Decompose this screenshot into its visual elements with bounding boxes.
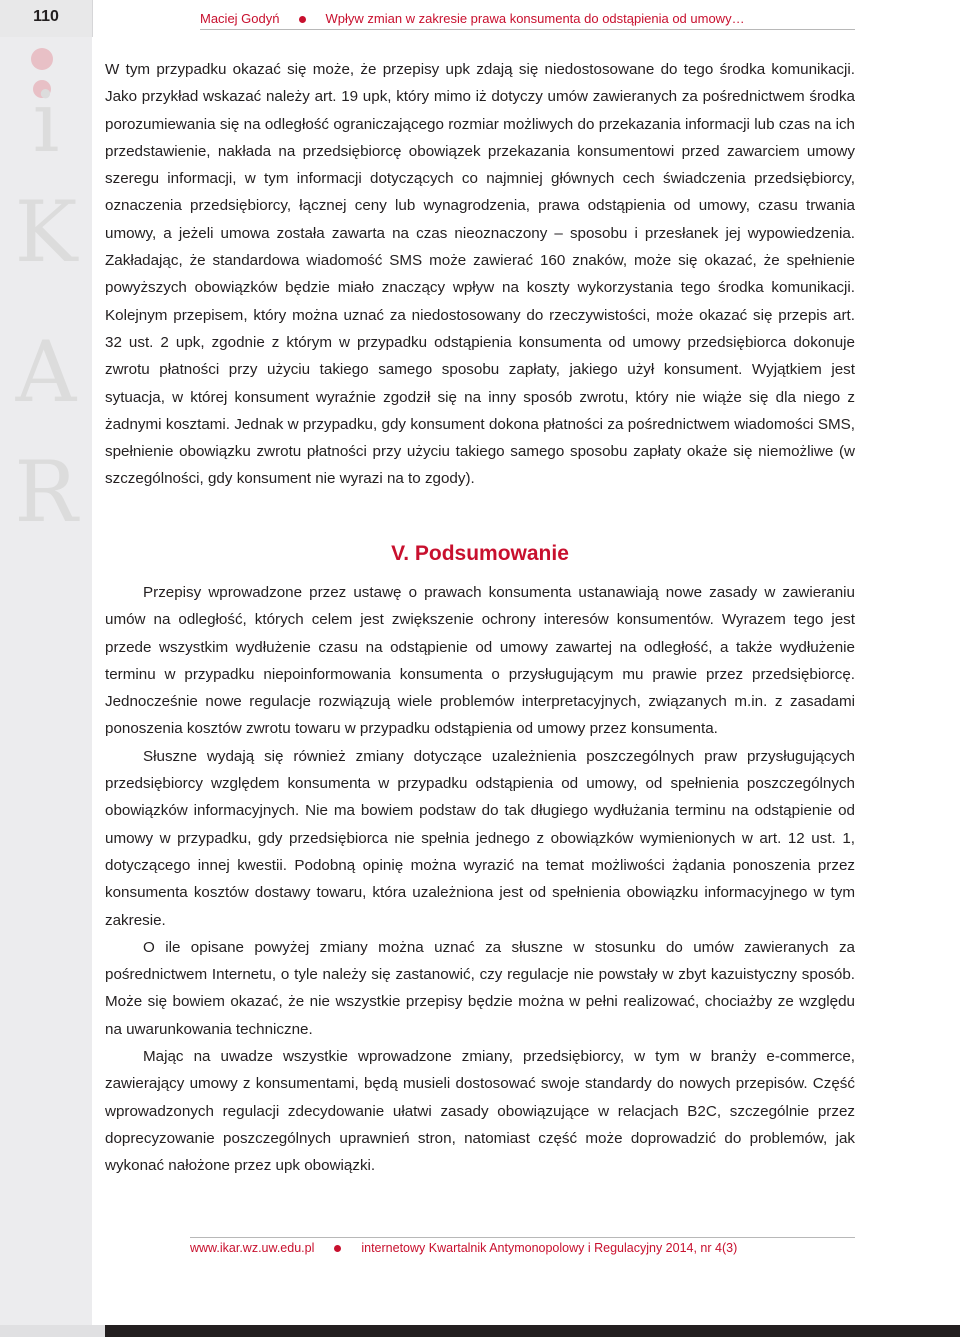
body-paragraph: W tym przypadku okazać się może, że przepisy upk zdają się niedostosowane do tego środka komunikacji. Jako przykład wskazać należy art. 19 upk, który mimo iż dotyczy umów zawieranych za pośrednictwem środka porozumiewania się na odległość ograniczającego rozmiar możliwych do przekazania informacji lub czas na ich przedstawienie, nakłada na przedsiębiorcę obowiązek przekazania konsumentowi przed zawarciem umowy szeregu informacji, w tym informacji dotyczących co najmniej głównych cech świadczenia przedsiębiorcy, oznaczenia przedsiębiorcy, łącznej ceny lub wynagrodzenia, prawa odstąpienia od umowy, czasu trwania umowy, a jeżeli umowa została zawarta na czas nieoznaczony – sposobu i przesłanek jej wypowiedzenia. Zakładając, że standardowa wiadomość SMS może zawierać 160 znaków, może się okazać, że spełnienie powyższych obowiązków będzie miało znaczący wpływ na koszty wykorzystania tego środka komunikacji. Kolejnym przepisem, który można uznać za niedostosowany do rzeczywistości, może okazać się przepis art. 32 ust. 2 upk, zgodnie z którym w przypadku odstąpienia konsumenta od umowy przedsiębiorca dokonuje zwrotu płatności przy użyciu takiego samego sposobu zapłaty, jakiego użył konsument. Wyjątkiem jest sytuacja, w której konsument wyraźnie zgodził się na inny sposób zwrotu, który nie wiąże się dla niego z żadnymi kosztami. Jednak w przypadku, gdy konsument dokona płatności za pośrednictwem wiadomości SMS, spełnienie obowiązku zwrotu płatności przy użyciu takiego samego sposobu zapłaty okaże się niemożliwe (w szczególności, gdy konsument nie wyrazi na to zgody).	[105, 61, 855, 488]
logo-letter-i: i	[32, 73, 60, 171]
bottom-band	[105, 1325, 960, 1337]
logo-letter-a: A	[15, 323, 77, 421]
footer-bullet-icon	[334, 1245, 341, 1252]
logo-dot-icon	[31, 48, 53, 70]
summary-text	[105, 579, 855, 1180]
bottom-band-left	[0, 1325, 105, 1337]
summary-paragraph: Mając na uwadze wszystkie wprowadzone zmiany, przedsiębiorcy, w tym w branży e-commerce, zawierający umowy z konsumentami, będą musieli dostosować swoje standardy do nowych przepisów. Część wprowadzonych regulacji zdecydowanie ułatwi zasady obowiązujące w relacjach B2C, szczególnie przez doprecyzowanie poszczególnych uprawnień stron, natomiast część może doprowadzić do problemów, jak wykonać nałożone przez upk obowiązki.	[105, 1048, 855, 1175]
body-text	[105, 56, 855, 493]
footer-journal: internetowy Kwartalnik Antymonopolowy i Regulacyjny 2014, nr 4(3)	[361, 1241, 738, 1255]
page-footer	[190, 1241, 737, 1255]
header-title: Wpływ zmian w zakresie prawa konsumenta do odstąpienia od umowy…	[325, 11, 745, 26]
logo-letter-r: R	[14, 443, 78, 541]
header-bullet-icon	[299, 16, 306, 23]
footer-url[interactable]: www.ikar.wz.uw.edu.pl	[190, 1241, 315, 1255]
summary-paragraph: Słuszne wydają się również zmiany dotyczące uzależnienia poszczególnych praw przysługujących przedsiębiorcy względem konsumenta w przypadku odstąpienia od umowy, od spełnienia poszczególnych obowiązków informacyjnych. Nie ma bowiem podstaw do tak długiego wydłużania terminu na odstąpienie od umowy w przypadku, gdy przedsiębiorca nie spełnia jednego z obowiązków wymienionych w art. 12 ust. 1, dotyczącego innej kwestii. Podobną opinię można wyrazić na temat możliwości żądania ponoszenia przez konsumenta kosztów dostawy towaru, która uzależniona jest od spełnienia obowiązku informacyjnego w tym zakresie.	[105, 747, 855, 929]
page-number-box	[0, 0, 93, 37]
logo-letter-k: K	[14, 183, 78, 281]
footer-divider	[190, 1237, 855, 1238]
summary-paragraph: O ile opisane powyżej zmiany można uznać za słuszne w stosunku do umów zawieranych za pośrednictwem Internetu, o tyle należy się zastanowić, czy regulacje nie powstały w zbyt kazuistyczny sposób. Może się bowiem okazać, że nie wszystkie przepisy będzie można w pełni realizować, chociażby ze względu na uwarunkowania techniczne.	[105, 938, 855, 1038]
running-header	[200, 11, 855, 26]
section-heading: V. Podsumowanie	[391, 542, 569, 565]
summary-paragraph: Przepisy wprowadzone przez ustawę o prawach konsumenta ustanawiają nowe zasady w zawieraniu umów na odległość, których celem jest zwiększenie ochrony interesów konsumentów. Wyrazem tego jest przede wszystkim wydłużenie czasu na odstąpienie od umowy zawartej na odległość, a także wydłużenie terminu w przypadku niepoinformowania konsumenta o przysługującym mu prawie przez przedsiębiorcę. Jednocześnie nowe regulacje rozwiązują wiele problemów interpretacyjnych, związanych m.in. z zasadami ponoszenia kosztów zwrotu towaru w przypadku odstąpienia od umowy przez konsumenta.	[105, 584, 855, 738]
page-number: 110	[33, 8, 59, 25]
header-divider	[200, 29, 855, 30]
header-author: Maciej Godyń	[200, 11, 280, 26]
